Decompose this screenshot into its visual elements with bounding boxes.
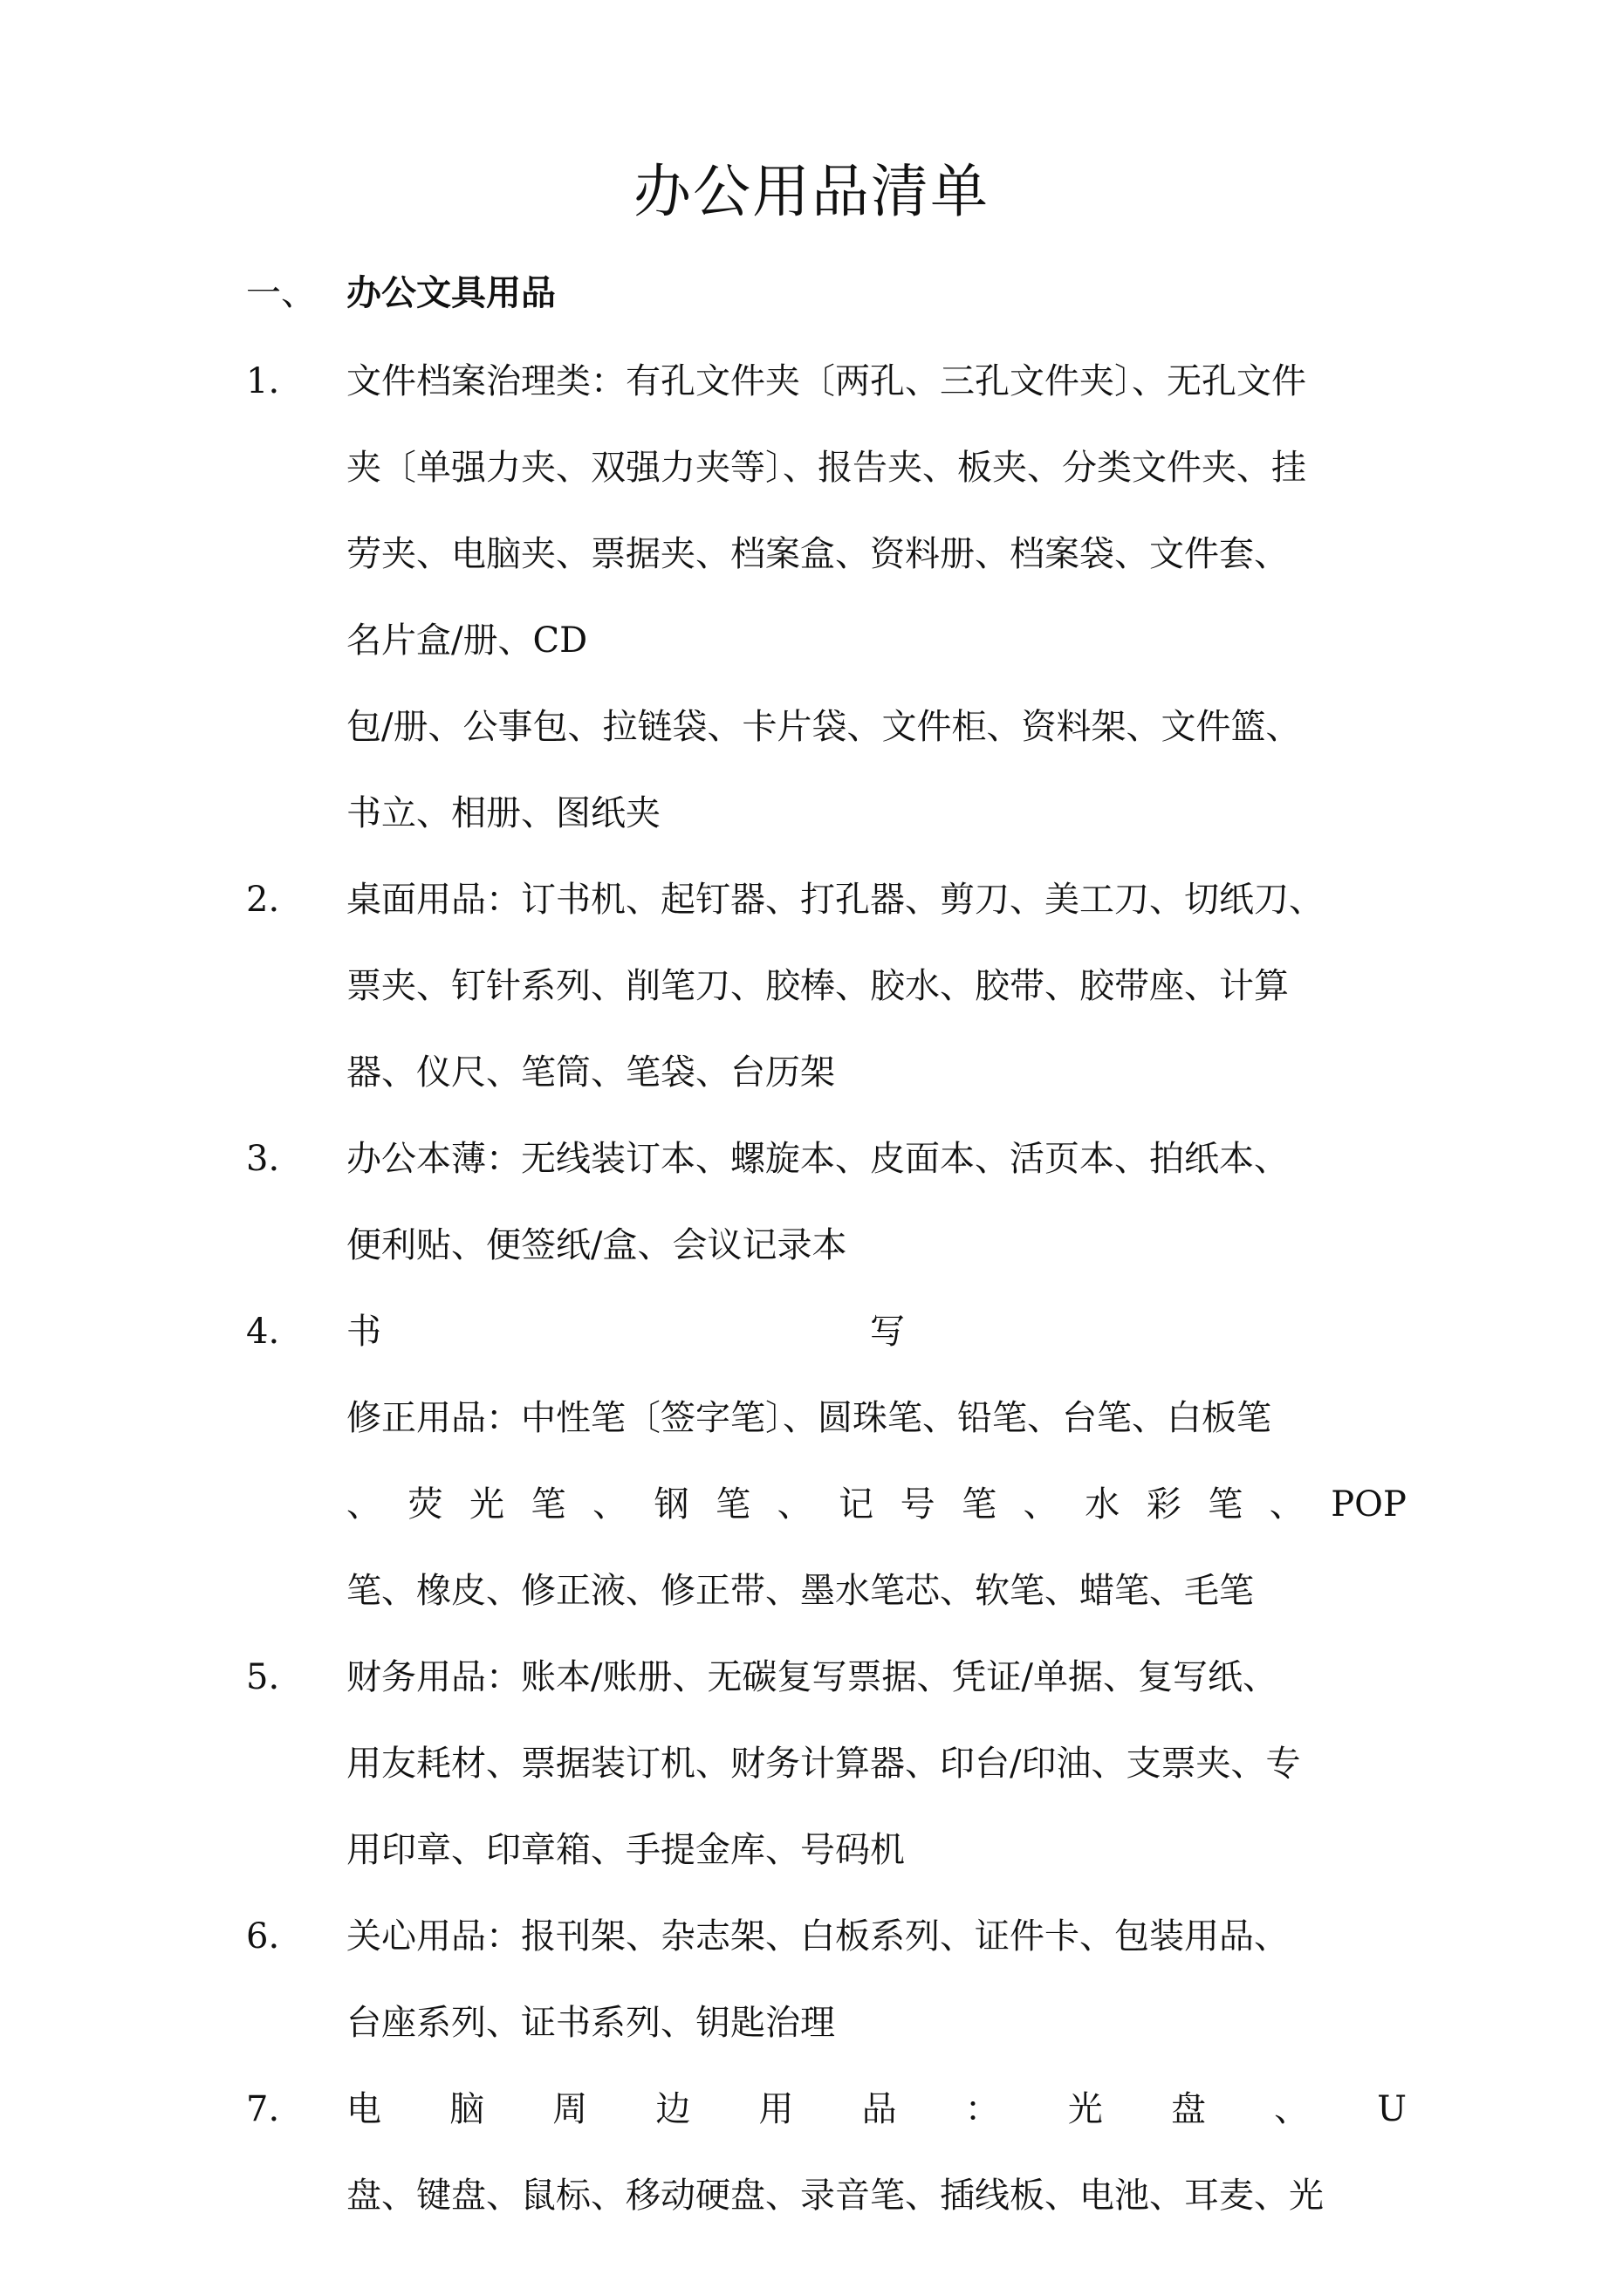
item-number: 7. [246,2089,280,2129]
section-number: 一、 [246,273,316,313]
item-line: 关心用品：报刊架、杂志架、白板系列、证件卡、包装用品、 [346,1916,1289,1957]
item-char: 盘 [1171,2089,1206,2129]
list-item [246,1894,1407,2066]
item-number: 1. [246,361,280,401]
item-line: 器、仪尺、笔筒、笔袋、台历架 [346,1052,835,1093]
list-item [246,857,1407,1116]
list-item [246,1116,1407,1289]
item-char: 笔 [531,1484,566,1525]
item-line-justified [346,1289,905,1375]
item-char: 、 [1269,1484,1305,1525]
item-line: 文件档案治理类：有孔文件夹〔两孔、三孔文件夹〕、无孔文件 [346,361,1306,401]
item-char: U [1377,2089,1407,2129]
item-char: 笔 [1208,1484,1243,1525]
item-char: 、 [1023,1484,1058,1525]
item-line: 书立、相册、图纸夹 [346,793,661,833]
item-char: 光 [469,1484,505,1525]
item-line: 笔、橡皮、修正液、修正带、墨水笔芯、软笔、蜡笔、毛笔 [346,1571,1254,1611]
item-line: 用友耗材、票据装订机、财务计算器、印台/印油、支票夹、专 [346,1744,1301,1784]
page-title: 办公用品清单 [633,158,990,225]
item-number: 6. [246,1916,280,1957]
item-char: 水 [1085,1484,1120,1525]
item-line-justified [346,1462,1407,1548]
item-char: 周 [552,2089,588,2129]
item-char: POP [1331,1484,1407,1525]
section-label: 办公文具用品 [346,272,556,313]
item-line: 台座系列、证书系列、钥匙治理 [346,2003,835,2043]
item-char: 笔 [962,1484,997,1525]
item-line: 桌面用品：订书机、起钉器、打孔器、剪刀、美工刀、切纸刀、 [346,880,1324,920]
item-char: 边 [655,2089,691,2129]
item-char: 书 [346,1312,381,1352]
item-char: 光 [1067,2089,1103,2129]
item-char: 笔 [716,1484,751,1525]
item-char: 钢 [654,1484,689,1525]
item-number: 4. [246,1312,280,1352]
item-char: 品 [861,2089,897,2129]
list-item [246,339,1407,857]
item-char: 彩 [1146,1484,1181,1525]
item-line: 名片盒/册、CD [346,620,588,661]
item-line: 夹〔单强力夹、双强力夹等〕、报告夹、板夹、分类文件夹、挂 [346,448,1306,488]
item-char: 、 [346,1484,381,1525]
item-char: 、 [592,1484,628,1525]
list-item [246,1289,1407,1635]
item-number: 5. [246,1657,280,1697]
item-number: 3. [246,1139,280,1179]
item-number: 2. [246,880,280,920]
item-char: 脑 [449,2089,485,2129]
item-line: 劳夹、电脑夹、票据夹、档案盒、资料册、档案袋、文件套、 [346,534,1289,574]
item-line: 用印章、印章箱、手提金库、号码机 [346,1830,905,1870]
item-line: 修正用品：中性笔〔签字笔〕、圆珠笔、铅笔、台笔、白板笔 [346,1398,1271,1438]
item-line: 盘、键盘、鼠标、移动硬盘、录音笔、插线板、电池、耳麦、光 [346,2176,1324,2216]
item-line: 便利贴、便签纸/盒、会议记录本 [346,1225,847,1265]
item-char: ： [964,2089,1000,2129]
item-line: 财务用品：账本/账册、无碳复写票据、凭证/单据、复写纸、 [346,1657,1277,1697]
list-item [246,2066,1407,2239]
item-char: 用 [758,2089,794,2129]
item-char: 记 [839,1484,874,1525]
item-line-justified [346,2066,1407,2153]
item-char: 电 [346,2089,381,2129]
item-line: 包/册、公事包、拉链袋、卡片袋、文件柜、资料架、文件篮、 [346,707,1301,747]
item-char: 荧 [407,1484,443,1525]
list-item [246,1635,1407,1894]
item-char: 、 [1274,2089,1310,2129]
item-char: 写 [870,1312,905,1352]
item-line: 办公本薄：无线装订本、螺旋本、皮面本、活页本、拍纸本、 [346,1139,1289,1179]
item-char: 号 [900,1484,935,1525]
section-heading [246,262,556,325]
item-list [246,339,1407,2239]
item-line: 票夹、钉针系列、削笔刀、胶棒、胶水、胶带、胶带座、计算 [346,966,1289,1006]
item-char: 、 [777,1484,812,1525]
